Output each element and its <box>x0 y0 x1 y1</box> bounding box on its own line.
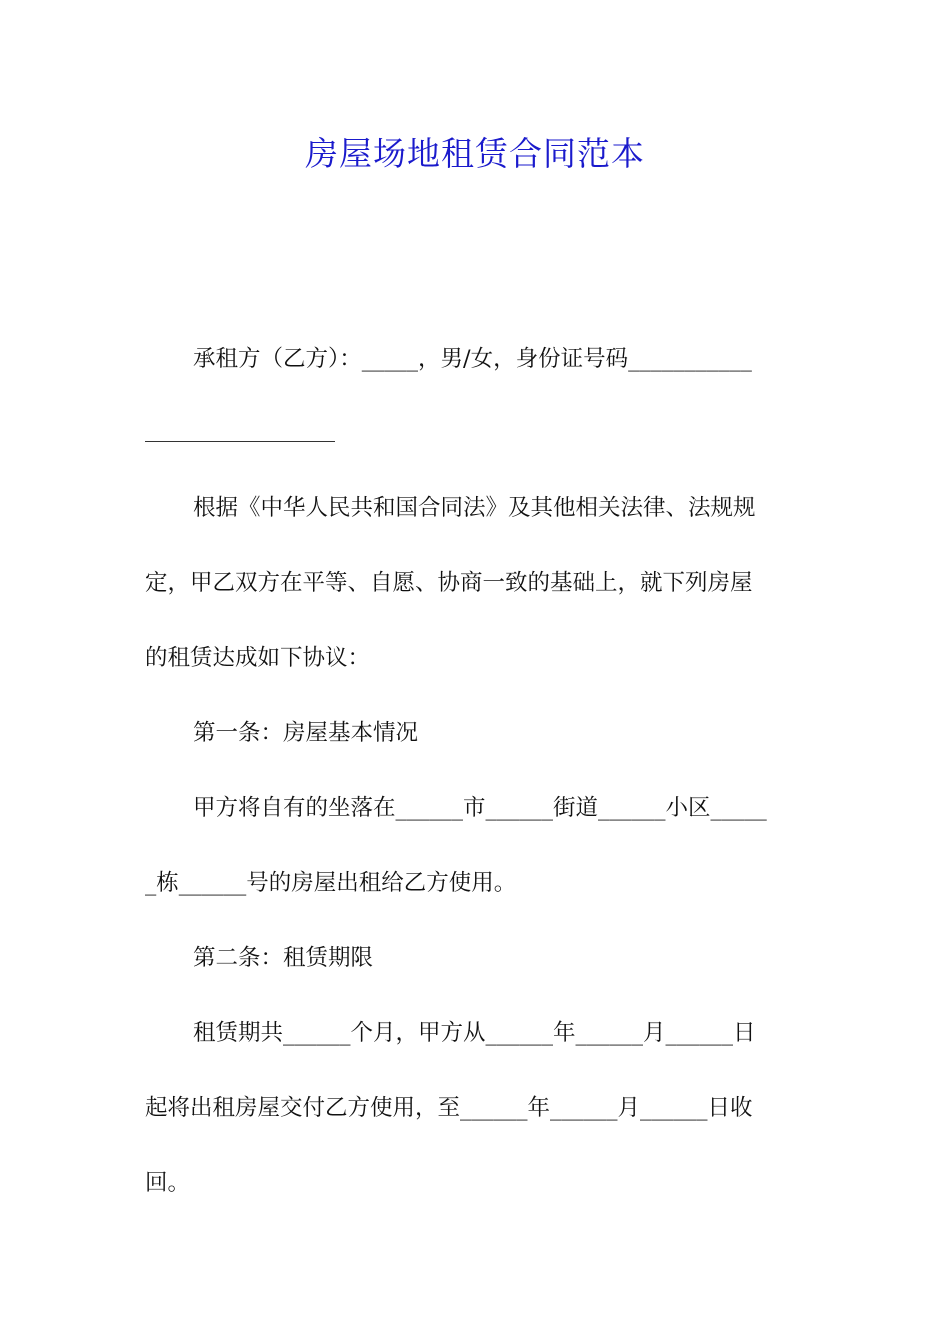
article-2-line-2: 起将出租房屋交付乙方使用，至______年______月______日收 <box>145 1095 753 1121</box>
article-2-line-3: 回。 <box>145 1170 191 1196</box>
document-title: 房屋场地租赁合同范本 <box>305 134 645 173</box>
tenant-line: 承租方（乙方）：_____，男/女，身份证号码___________ <box>193 346 752 372</box>
article-1-line-1: 甲方将自有的坐落在______市______街道______小区_____ <box>193 795 767 821</box>
article-2-line-1: 租赁期共______个月，甲方从______年______月______日 <box>193 1020 756 1046</box>
preamble-line-3: 的租赁达成如下协议： <box>145 645 371 671</box>
id-number-blank-continuation <box>145 441 335 442</box>
article-1-line-2: _栋______号的房屋出租给乙方使用。 <box>145 870 517 896</box>
article-2-heading: 第二条：租赁期限 <box>193 945 374 971</box>
preamble-line-2: 定，甲乙双方在平等、自愿、协商一致的基础上，就下列房屋 <box>145 570 753 596</box>
preamble-line-1: 根据《中华人民共和国合同法》及其他相关法律、法规规 <box>193 495 756 521</box>
article-1-heading: 第一条：房屋基本情况 <box>193 720 419 746</box>
